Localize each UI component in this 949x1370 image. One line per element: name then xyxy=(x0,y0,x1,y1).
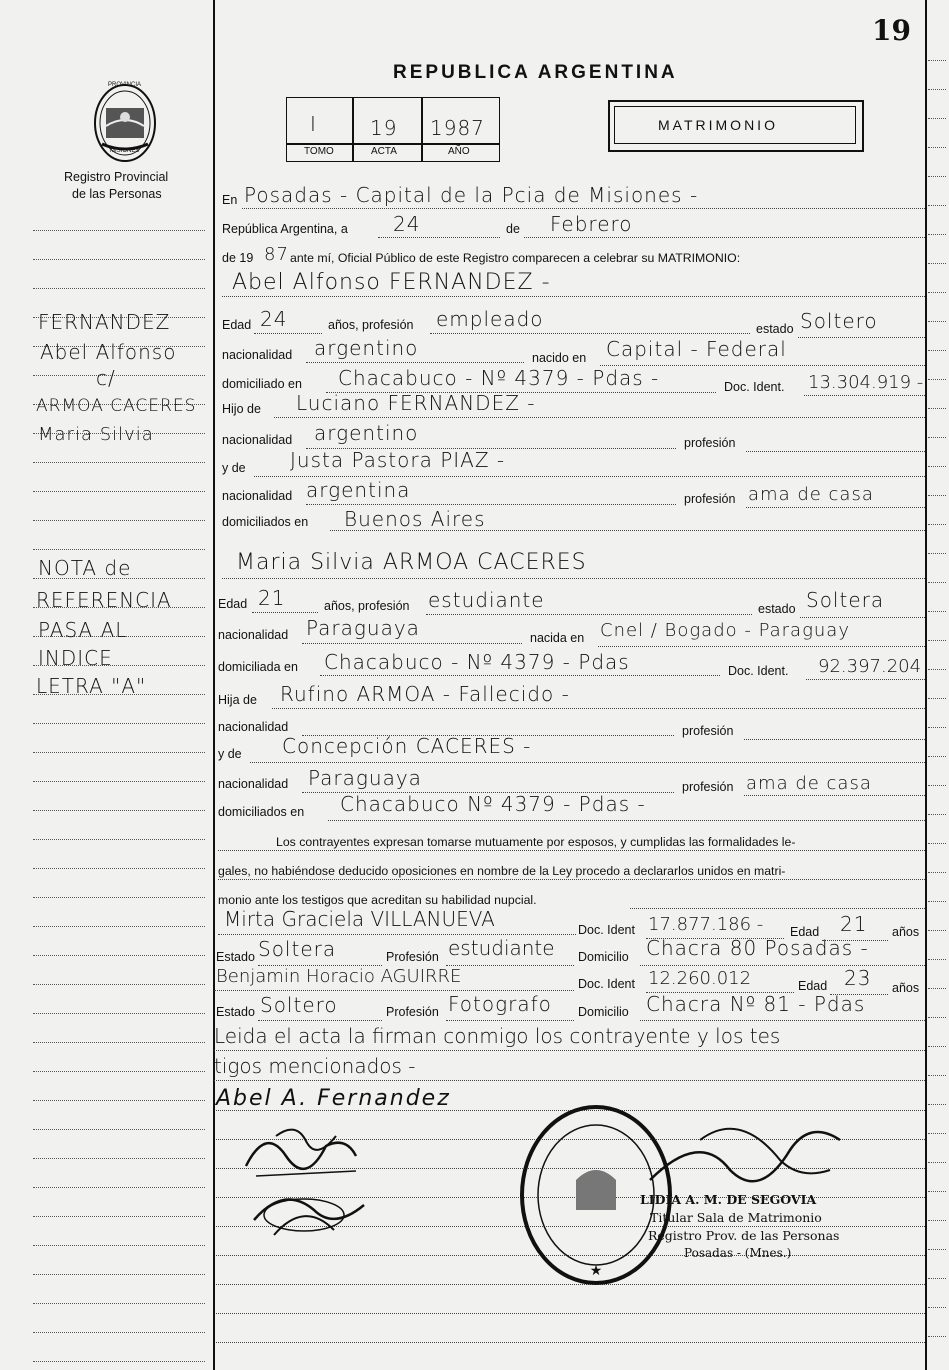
witness2-age: 23 xyxy=(844,966,872,990)
witness2-doc: 12.260.012 xyxy=(648,968,752,989)
margin-ruled-line xyxy=(33,897,205,898)
right-ruled-line xyxy=(928,901,946,902)
registry-name-line-2: de las Personas xyxy=(72,187,162,201)
label-w2-prof: Profesión xyxy=(386,1005,439,1019)
witness2-profession: Fotografo xyxy=(448,992,552,1016)
margin-ruled-line xyxy=(33,288,205,289)
groom-status: Soltero xyxy=(800,309,878,333)
right-ruled-line xyxy=(928,1133,946,1134)
right-ruled-line xyxy=(928,756,946,757)
right-ruled-line xyxy=(928,350,946,351)
bride-birthplace: Cnel / Bogado - Paraguay xyxy=(600,620,850,641)
label-w1-domicilio: Domicilio xyxy=(578,950,629,964)
right-ruled-line xyxy=(928,466,946,467)
bride-doc: 92.397.204 xyxy=(818,656,922,677)
margin-name-1: FERNANDEZ xyxy=(38,310,171,334)
margin-ruled-line xyxy=(33,984,205,985)
label-groom-edad: Edad xyxy=(222,318,252,332)
label-bride-mother-nac: nacionalidad xyxy=(218,777,289,791)
right-ruled-line xyxy=(928,1220,946,1221)
margin-ruled-line xyxy=(33,549,205,550)
margin-ruled-line xyxy=(33,1071,205,1072)
margin-ruled-line xyxy=(33,259,205,260)
label-bride-nacionalidad: nacionalidad xyxy=(218,628,289,642)
label-w2-doc: Doc. Ident xyxy=(578,977,635,991)
margin-name-4: ARMOA CACERES xyxy=(36,396,197,416)
margin-ref-5: LETRA "A" xyxy=(36,674,147,698)
label-groom-anos: años, profesión xyxy=(328,318,414,332)
page-number: 19 xyxy=(872,14,911,47)
label-groom-father-prof: profesión xyxy=(684,436,736,450)
margin-ruled-line xyxy=(33,752,205,753)
groom-profession: empleado xyxy=(436,307,544,331)
margin-ruled-line xyxy=(33,1361,205,1362)
acta-value: 19 xyxy=(370,116,398,140)
label-bride-doc: Doc. Ident. xyxy=(728,664,789,678)
place-value: Posadas - Capital de la Pcia de Misiones - xyxy=(244,183,699,207)
margin-ruled-line xyxy=(33,1245,205,1246)
bride-mother-nationality: Paraguaya xyxy=(308,766,422,790)
right-ruled-line xyxy=(928,495,946,496)
margin-ruled-line xyxy=(33,230,205,231)
label-bride-anos: años, profesión xyxy=(324,599,410,613)
label-de: de xyxy=(506,222,520,236)
right-ruled-line xyxy=(928,1336,946,1337)
groom-age: 24 xyxy=(260,307,288,331)
margin-ruled-line xyxy=(33,462,205,463)
right-ruled-line xyxy=(928,1307,946,1308)
paragraph-line-2: gales, no habiéndose deducido oposiciones en nombre de la Ley procedo a declararlos unidos en matri- xyxy=(218,864,786,878)
margin-ruled-line xyxy=(33,1332,205,1333)
margin-ruled-line xyxy=(33,1216,205,1217)
margin-name-2: Abel Alfonso xyxy=(40,340,177,364)
bride-status: Soltera xyxy=(806,588,885,612)
witness1-status: Soltera xyxy=(258,937,337,961)
right-ruled-line xyxy=(928,176,946,177)
margin-ref-3: PASA AL xyxy=(38,618,128,642)
label-w2-anos: años xyxy=(892,981,920,995)
record-type: MATRIMONIO xyxy=(658,117,778,133)
label-groom-nacido: nacido en xyxy=(532,351,587,365)
label-en: En xyxy=(222,193,238,207)
month-value: Febrero xyxy=(550,212,633,236)
label-bride-father-prof: profesión xyxy=(682,724,734,738)
witness2-address: Chacra Nº 81 - Pdas xyxy=(646,992,866,1016)
groom-address: Chacabuco - Nº 4379 - Pdas - xyxy=(338,366,660,390)
label-w1-doc: Doc. Ident xyxy=(578,923,635,937)
margin-ruled-line xyxy=(33,375,205,376)
label-w2-estado: Estado xyxy=(216,1005,255,1019)
groom-signature: Abel A. Fernandez xyxy=(216,1086,451,1111)
label-groom-mother-prof: profesión xyxy=(684,492,736,506)
seal-top-text: PROVINCIA xyxy=(108,82,142,88)
label-ante: ante mí, Oficial Público de este Registro comparecen a celebrar su MATRIMONIO: xyxy=(290,251,741,265)
groom-nationality: argentino xyxy=(314,336,419,360)
right-ruled-line xyxy=(928,1075,946,1076)
right-ruled-line xyxy=(928,843,946,844)
right-ruled-line xyxy=(928,263,946,264)
margin-ruled-line xyxy=(33,491,205,492)
margin-ruled-line xyxy=(33,1100,205,1101)
groom-mother-nationality: argentina xyxy=(306,478,411,502)
right-ruled-line xyxy=(928,118,946,119)
witness1-name: Mirta Graciela VILLANUEVA xyxy=(224,907,495,931)
margin-ref-4: INDICE xyxy=(38,646,113,670)
label-bride-domiciliados: domiciliados en xyxy=(218,805,305,819)
bride-father: Rufino ARMOA - Fallecido - xyxy=(280,682,570,706)
right-ruled-line xyxy=(928,959,946,960)
margin-name-3: c/ xyxy=(96,366,116,390)
right-ruled-line xyxy=(928,930,946,931)
margin-ruled-line xyxy=(33,868,205,869)
margin-ref-1: NOTA de xyxy=(38,556,132,580)
label-w1-estado: Estado xyxy=(216,950,255,964)
label-groom-domicilio: domiciliado en xyxy=(222,377,302,391)
bride-profession: estudiante xyxy=(428,588,545,612)
margin-ruled-line xyxy=(33,1303,205,1304)
witness1-address: Chacra 80 Posadas - xyxy=(646,936,869,960)
label-bride-father-nac: nacionalidad xyxy=(218,720,289,734)
right-ruled-line xyxy=(928,1046,946,1047)
groom-parents-address: Buenos Aires xyxy=(344,507,486,531)
body-ruled-line xyxy=(216,1342,925,1343)
registry-name-line-1: Registro Provincial xyxy=(64,170,169,184)
right-ruled-line xyxy=(928,205,946,206)
right-ruled-line xyxy=(928,437,946,438)
margin-ruled-line xyxy=(33,723,205,724)
paragraph-line-1: Los contrayentes expresan tomarse mutuamente por esposos, y cumplidas las formalidades le- xyxy=(276,835,796,849)
label-groom-domiciliados: domiciliados en xyxy=(222,515,309,529)
label-groom-father-nac: nacionalidad xyxy=(222,433,293,447)
right-margin-rule xyxy=(925,0,927,1370)
right-ruled-line xyxy=(928,785,946,786)
groom-doc: 13.304.919 - xyxy=(808,372,924,393)
margin-ruled-line xyxy=(33,1042,205,1043)
right-ruled-line xyxy=(928,1191,946,1192)
witness2-status: Soltero xyxy=(260,993,338,1017)
margin-ruled-line xyxy=(33,1187,205,1188)
margin-ruled-line xyxy=(33,1129,205,1130)
label-w1-edad: Edad xyxy=(790,925,820,939)
right-ruled-line xyxy=(928,872,946,873)
margin-ruled-line xyxy=(33,781,205,782)
label-w1-anos: años xyxy=(892,925,920,939)
right-ruled-line xyxy=(928,524,946,525)
official-line-2: Titular Sala de Matrimonio xyxy=(650,1210,822,1225)
label-w2-edad: Edad xyxy=(798,979,828,993)
label-bride-hija: Hija de xyxy=(218,693,257,707)
witness1-age: 21 xyxy=(840,912,868,936)
groom-father: Luciano FERNANDEZ - xyxy=(296,391,536,415)
label-groom-yde: y de xyxy=(222,461,246,475)
label-groom-nacionalidad: nacionalidad xyxy=(222,348,293,362)
tomo-label: TOMO xyxy=(304,146,334,157)
official-line-1: LIDIA A. M. DE SEGOVIA xyxy=(640,1192,817,1207)
right-ruled-line xyxy=(928,408,946,409)
right-ruled-line xyxy=(928,698,946,699)
bride-age: 21 xyxy=(258,586,286,610)
label-bride-yde: y de xyxy=(218,747,242,761)
paragraph-line-3: monio ante los testigos que acreditan su habilidad nupcial. xyxy=(218,893,537,907)
label-groom-doc: Doc. Ident. xyxy=(724,380,785,394)
witness2-name: Benjamin Horacio AGUIRRE xyxy=(216,966,462,987)
right-ruled-line xyxy=(928,553,946,554)
ano-label: AÑO xyxy=(448,146,470,157)
right-ruled-line xyxy=(928,89,946,90)
label-de-19: de 19 xyxy=(222,251,254,265)
right-ruled-line xyxy=(928,1017,946,1018)
right-ruled-line xyxy=(928,1249,946,1250)
day-value: 24 xyxy=(393,212,421,236)
label-groom-hijo: Hijo de xyxy=(222,402,261,416)
closing-line-2: tigos mencionados - xyxy=(214,1054,416,1078)
bride-address: Chacabuco - Nº 4379 - Pdas xyxy=(324,650,630,674)
witness1-doc: 17.877.186 - xyxy=(648,914,764,935)
margin-ruled-line xyxy=(33,1274,205,1275)
acta-label: ACTA xyxy=(371,146,397,157)
label-bride-domicilio: domiciliada en xyxy=(218,660,298,674)
body-ruled-line xyxy=(216,1313,925,1314)
right-ruled-line xyxy=(928,1278,946,1279)
year-suffix-value: 87 xyxy=(264,244,289,265)
right-ruled-line xyxy=(928,234,946,235)
groom-birthplace: Capital - Federal xyxy=(606,337,787,361)
margin-ruled-line xyxy=(33,810,205,811)
witness1-profession: estudiante xyxy=(448,936,555,960)
label-bride-mother-prof: profesión xyxy=(682,780,734,794)
official-line-4: Posadas - (Mnes.) xyxy=(684,1246,792,1260)
groom-mother: Justa Pastora PIAZ - xyxy=(290,448,506,472)
svg-text:★: ★ xyxy=(589,1263,603,1279)
tomo-value: I xyxy=(310,112,317,136)
bride-mother-profession: ama de casa xyxy=(746,773,872,794)
country-title: REPUBLICA ARGENTINA xyxy=(393,62,678,83)
right-ruled-line xyxy=(928,379,946,380)
seal-bottom-text: MISIONES xyxy=(110,148,140,154)
right-ruled-line xyxy=(928,1104,946,1105)
margin-ref-2: REFERENCIA xyxy=(36,588,172,612)
right-ruled-line xyxy=(928,292,946,293)
witness-signature-icon xyxy=(244,1180,374,1250)
right-ruled-line xyxy=(928,1162,946,1163)
label-w2-domicilio: Domicilio xyxy=(578,1005,629,1019)
bride-signature-icon xyxy=(236,1116,376,1186)
label-groom-mother-nac: nacionalidad xyxy=(222,489,293,503)
right-ruled-line xyxy=(928,727,946,728)
right-ruled-line xyxy=(928,611,946,612)
closing-line-1: Leida el acta la firman conmigo los contrayente y los tes xyxy=(214,1024,781,1048)
groom-mother-profession: ama de casa xyxy=(748,484,874,505)
label-groom-estado: estado xyxy=(756,322,794,336)
bride-mother: Concepción CACERES - xyxy=(282,734,532,758)
margin-ruled-line xyxy=(33,520,205,521)
right-ruled-line xyxy=(928,321,946,322)
right-ruled-line xyxy=(928,640,946,641)
ano-value: 1987 xyxy=(430,116,485,140)
margin-name-5: Maria Silvia xyxy=(38,424,154,445)
margin-ruled-line xyxy=(33,926,205,927)
right-ruled-line xyxy=(928,147,946,148)
groom-name: Abel Alfonso FERNANDEZ - xyxy=(232,270,551,295)
label-bride-estado: estado xyxy=(758,602,796,616)
official-line-3: Registro Prov. de las Personas xyxy=(648,1228,840,1243)
right-ruled-line xyxy=(928,669,946,670)
label-w1-prof: Profesión xyxy=(386,950,439,964)
bride-name: Maria Silvia ARMOA CACERES xyxy=(236,550,587,575)
margin-ruled-line xyxy=(33,1158,205,1159)
margin-ruled-line xyxy=(33,955,205,956)
margin-ruled-line xyxy=(33,839,205,840)
bride-nationality: Paraguaya xyxy=(306,616,420,640)
right-ruled-line xyxy=(928,988,946,989)
left-margin-rule xyxy=(213,0,215,1370)
groom-father-nationality: argentino xyxy=(314,421,419,445)
bride-parents-address: Chacabuco Nº 4379 - Pdas - xyxy=(340,792,646,816)
right-ruled-line xyxy=(928,60,946,61)
margin-ruled-line xyxy=(33,1013,205,1014)
label-bride-edad: Edad xyxy=(218,597,248,611)
label-bride-nacida: nacida en xyxy=(530,631,585,645)
label-republica: República Argentina, a xyxy=(222,222,348,236)
right-ruled-line xyxy=(928,582,946,583)
right-ruled-line xyxy=(928,814,946,815)
